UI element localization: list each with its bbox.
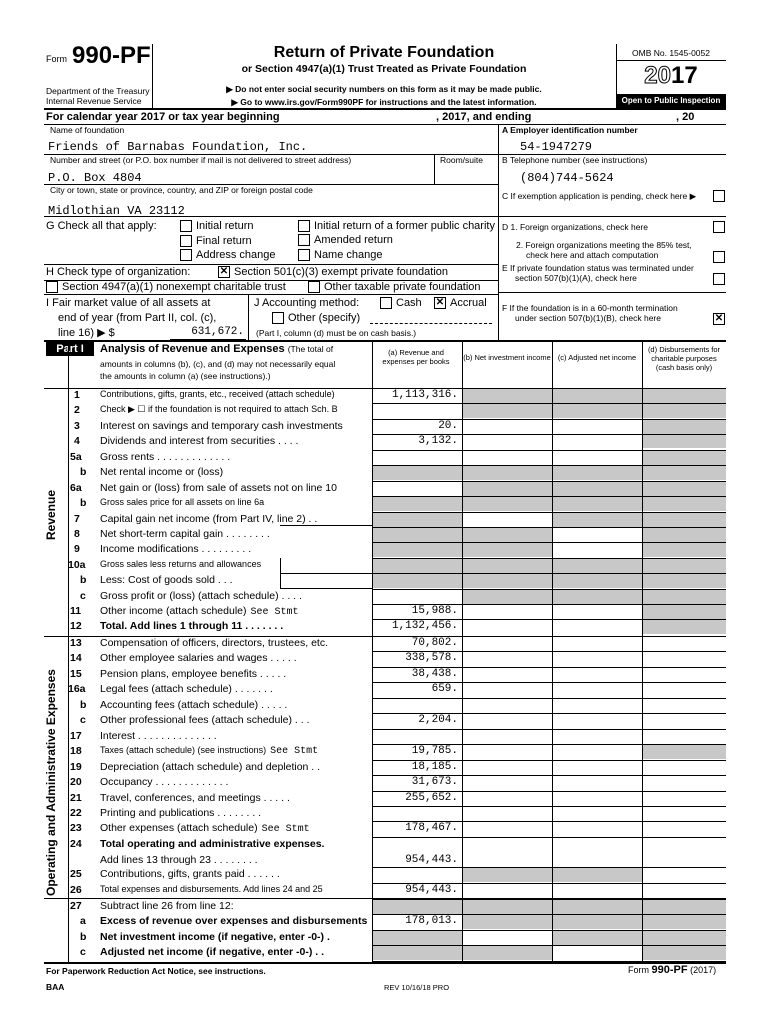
row-label: Net investment income (if negative, enter -0-) . bbox=[100, 931, 330, 943]
row-label: Other professional fees (attach schedule) . . . bbox=[100, 714, 310, 726]
row-label: Total. Add lines 1 through 11 . . . . . . . bbox=[100, 620, 284, 632]
j-other-line bbox=[370, 323, 492, 324]
row-label: Gross sales price for all assets on line 6a bbox=[100, 497, 265, 507]
g-amended-return[interactable]: Amended return bbox=[298, 234, 393, 246]
checkbox-icon bbox=[180, 235, 192, 247]
city-label: City or town, state or province, country, and ZIP or foreign postal code bbox=[50, 185, 313, 195]
row-label: Total expenses and disbursements. Add lines 24 and 25 bbox=[100, 884, 323, 894]
row-divider bbox=[372, 465, 726, 466]
col-a-value[interactable]: 1,132,456. bbox=[391, 620, 458, 632]
col-a-value[interactable]: 2,204. bbox=[418, 714, 458, 726]
name-label: Name of foundation bbox=[50, 125, 125, 135]
row-divider bbox=[372, 837, 726, 838]
part-label: Part I bbox=[46, 342, 94, 356]
row-label: Compensation of officers, directors, trustees, etc. bbox=[100, 637, 328, 649]
irs-label: Internal Revenue Service bbox=[46, 96, 142, 106]
row-number: 24 bbox=[70, 838, 82, 850]
col-a-value[interactable]: 255,652. bbox=[405, 792, 458, 804]
calendar-and-ending: , 2017, and ending bbox=[436, 111, 532, 123]
row-label: Net short-term capital gain . . . . . . . . bbox=[100, 528, 270, 540]
row-number: 11 bbox=[70, 605, 82, 617]
col-a-value[interactable]: 70,802. bbox=[411, 637, 458, 649]
see-statement-note: See Stmt bbox=[261, 824, 310, 835]
row-label-continued: Add lines 13 through 23 . . . . . . . . bbox=[100, 854, 258, 866]
col-b-header: (b) Net investment income bbox=[463, 353, 551, 362]
row-number: 17 bbox=[70, 730, 82, 742]
col-a-value[interactable]: 19,785. bbox=[411, 745, 458, 757]
row-number: 12 bbox=[70, 620, 82, 632]
calendar-year-label: For calendar year 2017 or tax year beginning bbox=[46, 111, 280, 123]
row-number: b bbox=[80, 574, 87, 586]
row-label: Other income (attach schedule) See Stmt bbox=[100, 605, 299, 618]
form-subtitle: or Section 4947(a)(1) Trust Treated as Private Foundation bbox=[241, 63, 527, 75]
row-number: 16a bbox=[68, 683, 86, 695]
expenses-side-label: Operating and Administrative Expenses bbox=[44, 669, 58, 896]
h-other-taxable[interactable]: Other taxable private foundation bbox=[308, 281, 481, 293]
room-label: Room/suite bbox=[440, 155, 483, 165]
part-desc-2: amounts in columns (b), (c), and (d) may not necessarily equal bbox=[100, 359, 336, 369]
row-divider bbox=[372, 729, 726, 730]
col-a-value[interactable]: 18,185. bbox=[411, 761, 458, 773]
g-address-change[interactable]: Address change bbox=[180, 249, 276, 261]
row-label: Subtract line 26 from line 12: bbox=[100, 900, 234, 912]
ssn-notice: ▶ Do not enter social security numbers on this form as it may be made public. bbox=[226, 84, 542, 94]
row-label: Less: Cost of goods sold . . . bbox=[100, 574, 233, 586]
checkbox-icon bbox=[272, 312, 284, 324]
row-number: 15 bbox=[70, 668, 82, 680]
row-divider bbox=[372, 496, 726, 497]
row-divider bbox=[372, 512, 726, 513]
col-a-value[interactable]: 954,443. bbox=[405, 854, 458, 866]
checkbox-icon: ✕ bbox=[435, 297, 445, 309]
e-label-a: E If private foundation status was terminated under bbox=[502, 263, 694, 273]
row-number: 19 bbox=[70, 761, 82, 773]
row-label: Contributions, gifts, grants, etc., received (attach schedule) bbox=[100, 389, 335, 399]
row-number: 7 bbox=[74, 513, 80, 525]
row-number: b bbox=[80, 931, 87, 943]
row-number: 4 bbox=[74, 435, 80, 447]
calendar-20: , 20 bbox=[676, 111, 695, 123]
row-divider bbox=[372, 945, 726, 946]
row-divider bbox=[372, 527, 726, 528]
i-line3: line 16) ▶ $ bbox=[58, 327, 115, 339]
row-number: 27 bbox=[70, 900, 82, 912]
c-checkbox[interactable] bbox=[713, 190, 725, 202]
row-number: 25 bbox=[70, 868, 82, 880]
part-title: Analysis of Revenue and Expenses (The total of bbox=[100, 343, 334, 355]
row-label: Travel, conferences, and meetings . . . . . bbox=[100, 792, 290, 804]
j-other[interactable]: Other (specify) bbox=[272, 312, 360, 324]
row-label: Income modifications . . . . . . . . . bbox=[100, 543, 252, 555]
col-a-value[interactable]: 338,578. bbox=[405, 652, 458, 664]
checkbox-icon bbox=[46, 281, 58, 293]
f-checkbox[interactable]: ✕ bbox=[714, 313, 724, 324]
j-label: J Accounting method: bbox=[254, 297, 360, 309]
g-initial-former-charity[interactable]: Initial return of a former public charity bbox=[298, 220, 495, 232]
row-divider bbox=[372, 899, 726, 900]
row-number: b bbox=[80, 497, 87, 509]
part-desc-3: the amounts in column (a) (see instructions).) bbox=[100, 371, 271, 381]
row-label: Net rental income or (loss) bbox=[100, 466, 224, 478]
row-label: Interest on savings and temporary cash investments bbox=[100, 420, 343, 432]
checkbox-icon bbox=[298, 249, 310, 261]
row-divider bbox=[372, 930, 726, 931]
open-public-badge: Open to Public Inspection bbox=[616, 94, 726, 108]
row-number: b bbox=[80, 466, 87, 478]
row-divider bbox=[372, 573, 726, 574]
row-number: 5a bbox=[70, 451, 82, 463]
row-divider bbox=[372, 450, 726, 451]
row-label: Gross profit or (loss) (attach schedule) . . . . bbox=[100, 590, 302, 602]
revenue-side-label: Revenue bbox=[44, 489, 58, 540]
row-label: Gross sales less returns and allowances bbox=[100, 559, 262, 569]
row-divider bbox=[372, 542, 726, 543]
instructions-notice: ▶ Go to www.irs.gov/Form990PF for instructions and the latest information. bbox=[231, 97, 537, 107]
e-label-b: section 507(b)(1)(A), check here bbox=[515, 273, 637, 283]
row-number: 1 bbox=[74, 389, 80, 401]
phone-value[interactable]: (804)744-5624 bbox=[520, 171, 614, 185]
row-number: b bbox=[80, 699, 87, 711]
checkbox-icon bbox=[180, 220, 192, 232]
rev-label: REV 10/16/18 PRO bbox=[384, 983, 450, 992]
city-value[interactable]: Midlothian VA 23112 bbox=[48, 204, 185, 218]
row-label: Dividends and interest from securities . . . . bbox=[100, 435, 299, 447]
col-a-value[interactable]: 31,673. bbox=[411, 776, 458, 788]
row-label: Occupancy . . . . . . . . . . . . . bbox=[100, 776, 229, 788]
row-label: Gross rents . . . . . . . . . . . . . bbox=[100, 451, 231, 463]
j-note: (Part I, column (d) must be on cash basis.) bbox=[256, 328, 417, 338]
g-label: G Check all that apply: bbox=[46, 220, 157, 232]
row-number: 18 bbox=[70, 745, 82, 757]
row-label: Check ▶ ☐ if the foundation is not required to attach Sch. B bbox=[100, 404, 338, 414]
row-label: Excess of revenue over expenses and disbursements bbox=[100, 915, 368, 927]
row-number: 26 bbox=[70, 884, 82, 896]
row-divider bbox=[372, 558, 726, 559]
g-final-return[interactable]: Final return bbox=[180, 235, 252, 247]
col-a-value[interactable]: 20. bbox=[438, 420, 458, 432]
see-statement-note: See Stmt bbox=[250, 607, 299, 618]
form-number: 990-PF bbox=[72, 42, 151, 69]
form-title: Return of Private Foundation bbox=[273, 44, 495, 61]
col-a-value[interactable]: 1,113,316. bbox=[391, 389, 458, 401]
j-accrual[interactable]: ✕ Accrual bbox=[435, 297, 487, 309]
col-a-value[interactable]: 178,013. bbox=[405, 915, 458, 927]
d1-label: D 1. Foreign organizations, check here bbox=[502, 222, 648, 232]
i-line2: end of year (from Part II, col. (c), bbox=[58, 312, 217, 324]
col-a-value[interactable]: 38,438. bbox=[411, 668, 458, 680]
f-label-b: under section 507(b)(1)(B), check here bbox=[515, 313, 661, 323]
d1-checkbox[interactable] bbox=[713, 221, 725, 233]
h-label: H Check type of organization: bbox=[46, 266, 191, 278]
row-label: Total operating and administrative expenses. bbox=[100, 838, 325, 850]
col-a-value[interactable]: 15,988. bbox=[411, 605, 458, 617]
col-a-value[interactable]: 659. bbox=[431, 683, 458, 695]
row-number: 23 bbox=[70, 822, 82, 834]
row-label: Printing and publications . . . . . . . . bbox=[100, 807, 262, 819]
row-number: c bbox=[80, 946, 86, 958]
tax-year: 2017 bbox=[644, 62, 698, 89]
d2-label-b: check here and attach computation bbox=[526, 250, 659, 260]
row-label: Interest . . . . . . . . . . . . . . bbox=[100, 730, 217, 742]
ein-value[interactable]: 54-1947279 bbox=[520, 140, 593, 154]
row-divider bbox=[372, 481, 726, 482]
row-number: c bbox=[80, 714, 86, 726]
row-label: Pension plans, employee benefits . . . . . bbox=[100, 668, 287, 680]
row-divider bbox=[372, 867, 726, 868]
checkbox-icon: ✕ bbox=[219, 266, 229, 278]
baa-label: BAA bbox=[46, 982, 65, 992]
d2-label-a: 2. Foreign organizations meeting the 85% test, bbox=[516, 240, 692, 250]
row-label: Contributions, gifts, grants paid . . . . . . bbox=[100, 868, 280, 880]
row-label: Accounting fees (attach schedule) . . . . . bbox=[100, 699, 288, 711]
col-a-header: (a) Revenue and expenses per books bbox=[382, 348, 450, 366]
row-number: 8 bbox=[74, 528, 80, 540]
row-label: Other expenses (attach schedule) See Stmt bbox=[100, 822, 310, 835]
checkbox-icon bbox=[308, 281, 320, 293]
row-number: 10a bbox=[68, 559, 86, 571]
row-divider bbox=[372, 806, 726, 807]
paperwork-notice: For Paperwork Reduction Act Notice, see instructions. bbox=[46, 966, 266, 976]
ein-label: A Employer identification number bbox=[502, 125, 638, 135]
row-number: 13 bbox=[70, 637, 82, 649]
row-number: 2 bbox=[74, 404, 80, 416]
row-divider bbox=[372, 698, 726, 699]
col-a-value[interactable]: 3,132. bbox=[418, 435, 458, 447]
form-word: Form bbox=[46, 54, 67, 64]
see-statement-note: See Stmt bbox=[270, 746, 319, 757]
phone-label: B Telephone number (see instructions) bbox=[502, 155, 648, 165]
checkbox-icon bbox=[180, 249, 192, 261]
col-d-header: (d) Disbursements for charitable purposes (cash basis only) bbox=[647, 345, 721, 372]
col-a-value[interactable]: 954,443. bbox=[405, 884, 458, 896]
i-line1: I Fair market value of all assets at bbox=[46, 297, 211, 309]
footer-form: Form 990-PF (2017) bbox=[628, 964, 717, 976]
f-label-a: F If the foundation is in a 60-month termination bbox=[502, 303, 678, 313]
row-number: 9 bbox=[74, 543, 80, 555]
row-number: c bbox=[80, 590, 86, 602]
omb-number: OMB No. 1545-0052 bbox=[632, 48, 710, 58]
row-divider bbox=[372, 403, 726, 404]
h-4947[interactable]: Section 4947(a)(1) nonexempt charitable trust bbox=[46, 281, 286, 293]
d2-checkbox[interactable] bbox=[713, 251, 725, 263]
foundation-name[interactable]: Friends of Barnabas Foundation, Inc. bbox=[48, 140, 308, 154]
col-c-header: (c) Adjusted net income bbox=[557, 353, 637, 362]
g-initial-return[interactable]: Initial return bbox=[180, 220, 253, 232]
row-number: 14 bbox=[70, 652, 82, 664]
row-label: Other employee salaries and wages . . . . . bbox=[100, 652, 297, 664]
row-number: 20 bbox=[70, 776, 82, 788]
row-label: Capital gain net income (from Part IV, line 2) . . bbox=[100, 513, 318, 525]
dept-label: Department of the Treasury bbox=[46, 86, 150, 96]
row-number: a bbox=[80, 915, 86, 927]
checkbox-icon bbox=[298, 234, 310, 246]
street-label: Number and street (or P.O. box number if mail is not delivered to street address) bbox=[50, 155, 352, 165]
row-label: Taxes (attach schedule) (see instructions) See Stmt bbox=[100, 745, 319, 757]
row-number: 3 bbox=[74, 420, 80, 432]
c-label: C If exemption application is pending, check here ▶ bbox=[502, 191, 697, 201]
street-value[interactable]: P.O. Box 4804 bbox=[48, 171, 142, 185]
checkbox-icon bbox=[298, 220, 310, 232]
row-label: Legal fees (attach schedule) . . . . . . . bbox=[100, 683, 273, 695]
row-label: Net gain or (loss) from sale of assets not on line 10 bbox=[100, 482, 337, 494]
col-a-value[interactable]: 178,467. bbox=[405, 822, 458, 834]
row-divider bbox=[372, 961, 726, 962]
row-number: 21 bbox=[70, 792, 82, 804]
row-label: Depreciation (attach schedule) and depletion . . bbox=[100, 761, 321, 773]
j-cash[interactable]: Cash bbox=[380, 297, 422, 309]
row-number: 22 bbox=[70, 807, 82, 819]
e-checkbox[interactable] bbox=[713, 273, 725, 285]
row-number: 6a bbox=[70, 482, 82, 494]
row-divider bbox=[372, 589, 726, 590]
g-name-change[interactable]: Name change bbox=[298, 249, 383, 261]
checkbox-icon bbox=[380, 297, 392, 309]
h-501c3[interactable]: ✕ Section 501(c)(3) exempt private foundation bbox=[219, 266, 449, 278]
row-label: Adjusted net income (if negative, enter -0-) . . bbox=[100, 946, 325, 958]
fmv-value[interactable]: 631,672. bbox=[191, 326, 244, 338]
